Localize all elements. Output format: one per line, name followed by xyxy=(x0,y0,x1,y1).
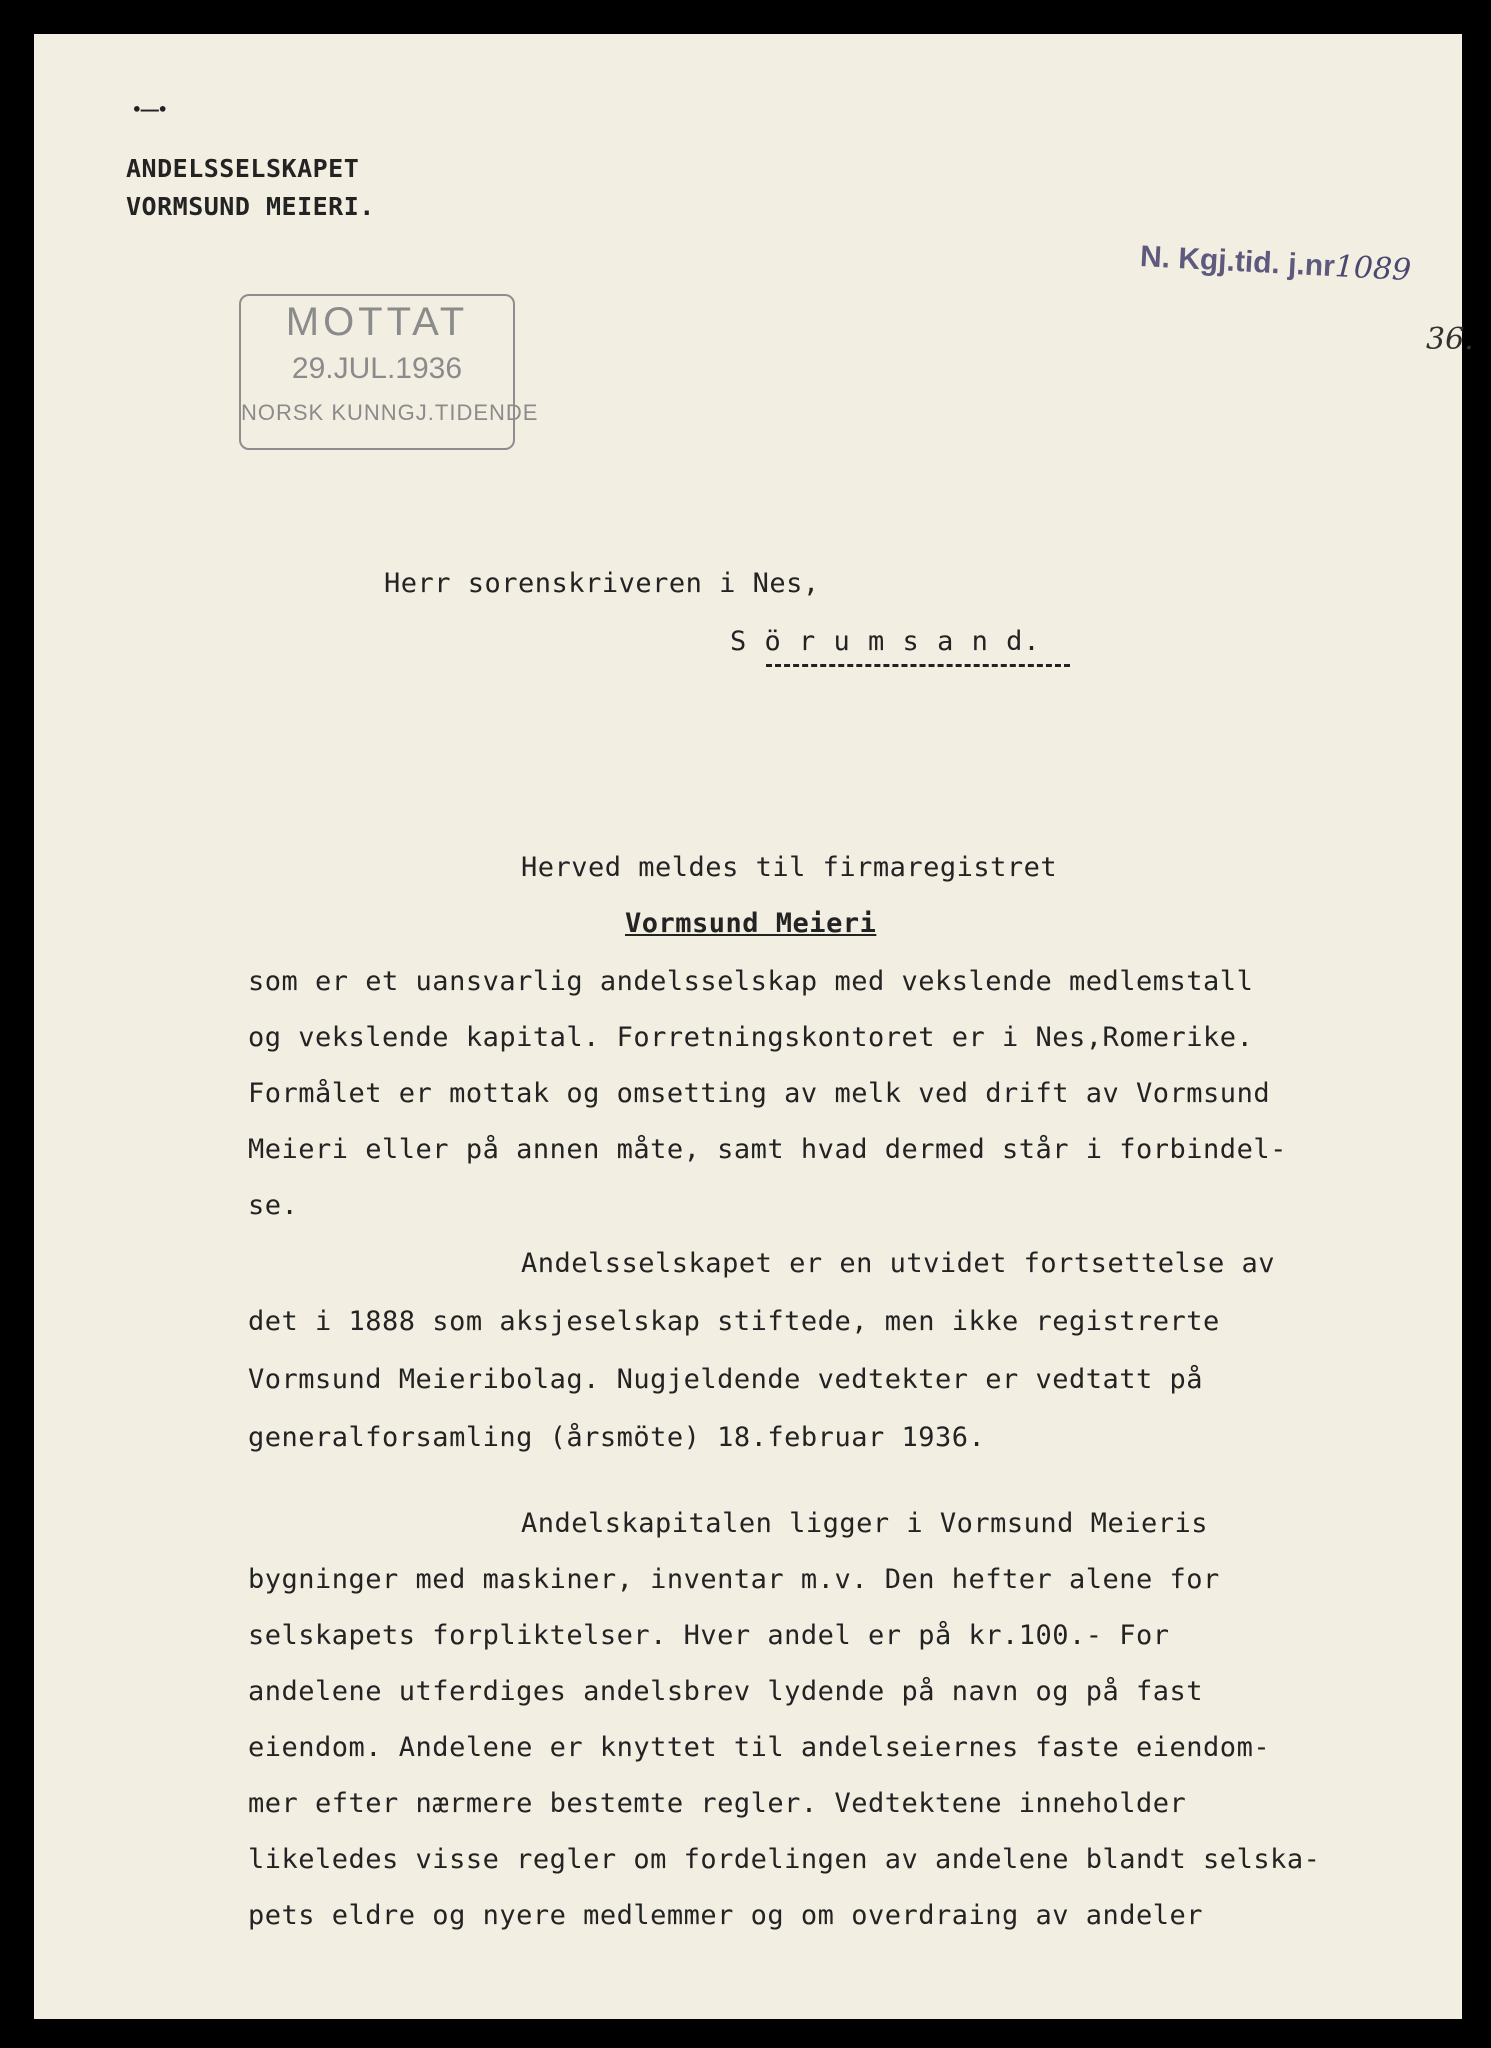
stamp-title: MOTTAT xyxy=(285,300,469,344)
body-line: se. xyxy=(248,1190,299,1221)
stamp-office: NORSK KUNNGJ.TIDENDE xyxy=(241,400,539,425)
journal-handwritten-year: 36. xyxy=(1426,322,1474,357)
sender-line-2: VORMSUND MEIERI. xyxy=(126,192,375,221)
sender-line-1: ANDELSSELSKAPET xyxy=(126,154,360,183)
body-line: Andelskapitalen ligger i Vormsund Meieris xyxy=(521,1508,1208,1539)
body-line: pets eldre og nyere medlemmer og om overdraing av andeler xyxy=(248,1900,1204,1931)
body-line: Vormsund Meieribolag. Nugjeldende vedtekter er vedtatt på xyxy=(248,1364,1204,1395)
letter-page xyxy=(34,34,1474,2019)
journal-printed: N. Kgj.tid. j.nr xyxy=(1139,239,1336,284)
body-line: Andelsselskapet er en utvidet fortsettelse av xyxy=(521,1248,1275,1279)
body-line: Formålet er mottak og omsetting av melk ved drift av Vormsund xyxy=(248,1078,1271,1109)
body-line: og vekslende kapital. Forretningskontoret er i Nes,Romerike. xyxy=(248,1022,1254,1053)
company-name: Vormsund Meieri xyxy=(625,908,877,939)
body-line: Meieri eller på annen måte, samt hvad dermed står i forbindel- xyxy=(248,1134,1287,1165)
body-line: bygninger med maskiner, inventar m.v. Den hefter alene for xyxy=(248,1564,1220,1595)
body-line: generalforsamling (årsmöte) 18.februar 1936. xyxy=(248,1422,986,1453)
body-line: som er et uansvarlig andelsselskap med vekslende medlemstall xyxy=(248,966,1254,997)
recipient-line-1: Herr sorenskriveren i Nes, xyxy=(384,568,820,599)
paper-fold xyxy=(1474,34,1476,2019)
body-line: selskapets forpliktelser. Hver andel er på kr.100.- For xyxy=(248,1620,1170,1651)
intro-line: Herved meldes til firmaregistret xyxy=(521,852,1058,883)
body-line: likeledes visse regler om fordelingen av andelene blandt selska- xyxy=(248,1844,1321,1875)
body-line: eiendom. Andelene er knyttet til andelseiernes faste eiendom- xyxy=(248,1732,1271,1763)
recipient-underline xyxy=(766,664,1070,667)
journal-number-stamp xyxy=(1139,239,1412,288)
corner-mark: •——• xyxy=(132,100,167,119)
body-line: det i 1888 som aksjeselskap stiftede, men ikke registrerte xyxy=(248,1306,1220,1337)
recipient-line-2: S ö r u m s a n d. xyxy=(730,626,1041,657)
received-stamp xyxy=(239,294,539,450)
journal-handwritten-number: 1089 xyxy=(1333,249,1412,289)
body-line: mer efter nærmere bestemte regler. Vedtektene inneholder xyxy=(248,1788,1187,1819)
stamp-date: 29.JUL.1936 xyxy=(291,352,463,385)
body-line: andelene utferdiges andelsbrev lydende på navn og på fast xyxy=(248,1676,1204,1707)
